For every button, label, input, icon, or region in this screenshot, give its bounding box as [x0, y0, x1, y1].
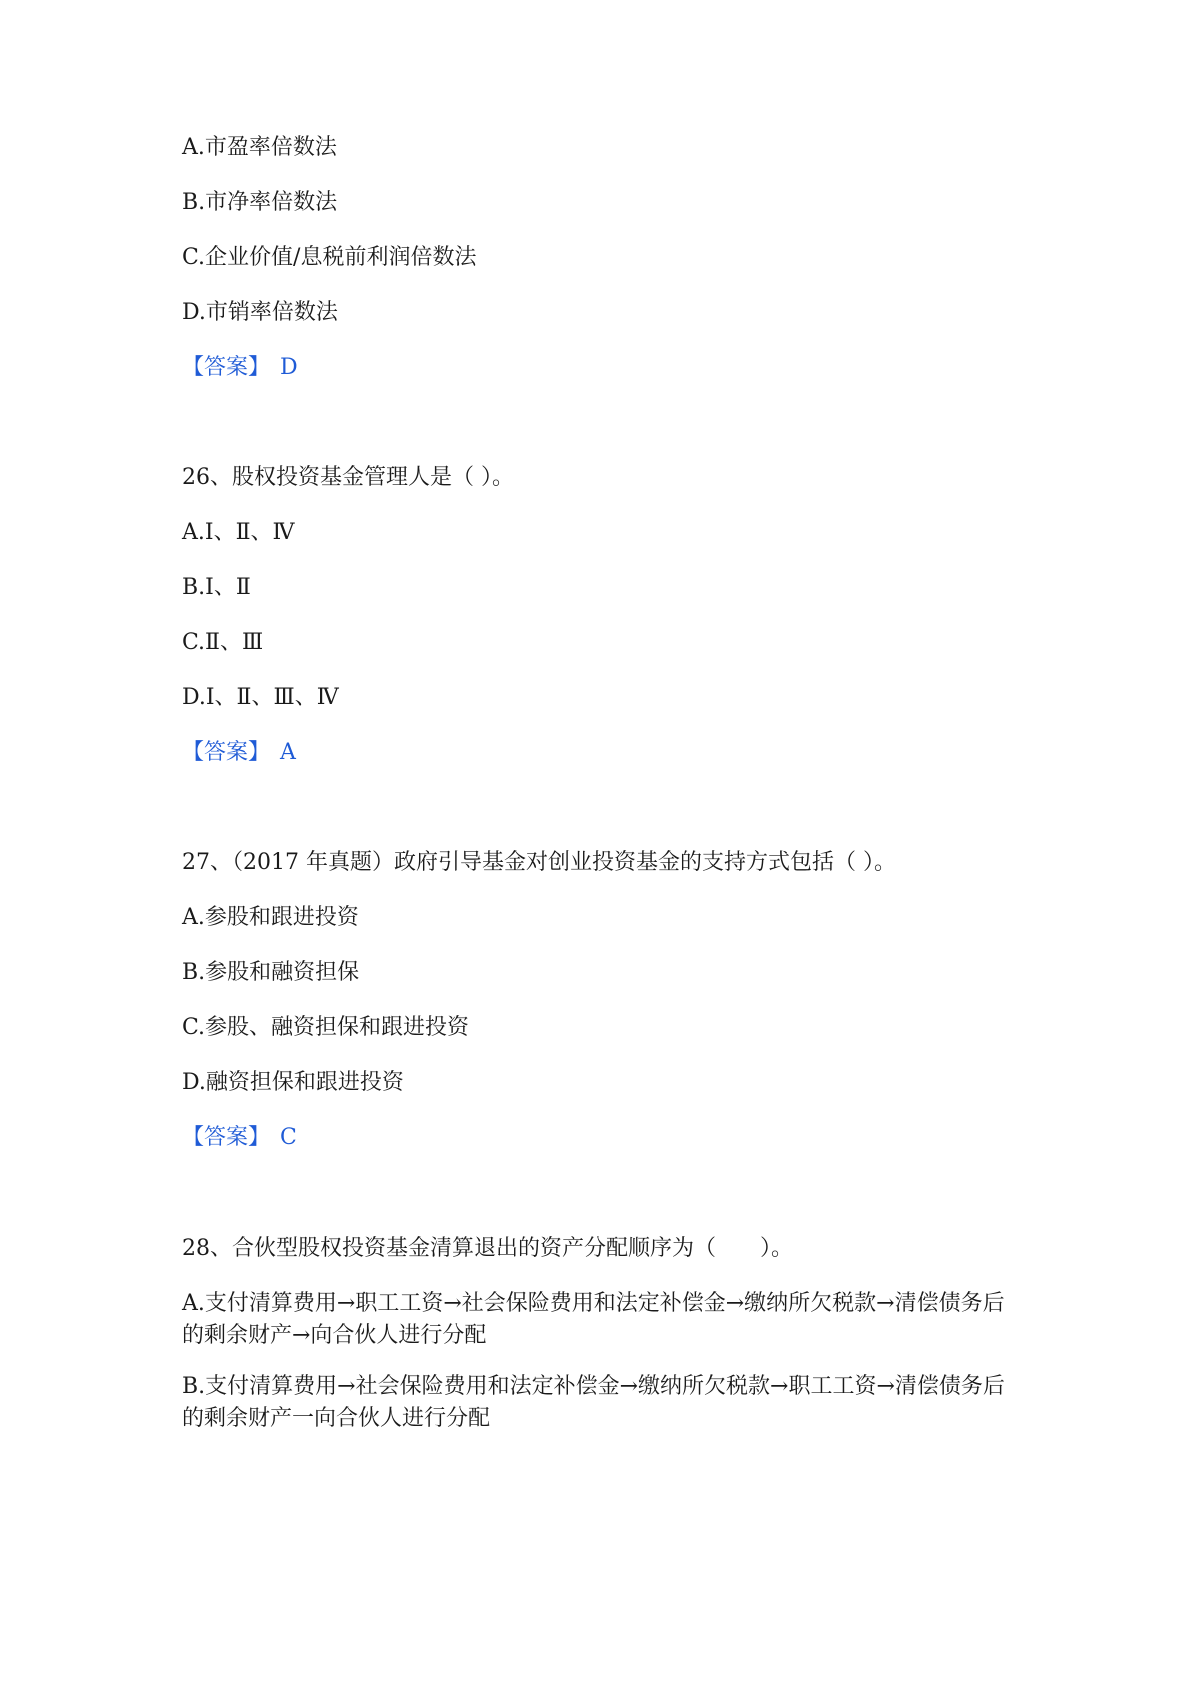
answer-label: 【答案】 [182, 355, 271, 380]
option-text: A.支付清算费用→职工工资→社会保险费用和法定补偿金→缴纳所欠税款→清偿债务后的剩余财产→向合伙人进行分配 [182, 1291, 1005, 1348]
answer-line [182, 737, 1022, 769]
option-text: B.支付清算费用→社会保险费用和法定补偿金→缴纳所欠税款→职工工资→清偿债务后的剩余财产一向合伙人进行分配 [182, 1374, 1005, 1431]
option-text: D.Ⅰ、Ⅱ、Ⅲ、Ⅳ [182, 685, 339, 710]
answer-label: 【答案】 [182, 1125, 271, 1150]
answer-value: A [280, 740, 296, 765]
answer-value: C [280, 1125, 297, 1150]
option-text: B.市净率倍数法 [182, 190, 338, 215]
option-text: B.参股和融资担保 [182, 960, 360, 985]
option-text: A.Ⅰ、Ⅱ、Ⅳ [182, 520, 295, 545]
option-text: A.市盈率倍数法 [182, 135, 337, 160]
answer-value: D [280, 355, 298, 380]
option-text: B.Ⅰ、Ⅱ [182, 575, 251, 600]
option-text: C.参股、融资担保和跟进投资 [182, 1015, 470, 1040]
option-text: C.企业价值/息税前利润倍数法 [182, 245, 477, 270]
question-stem: 27、（2017 年真题）政府引导基金对创业投资基金的支持方式包括（ ）。 [182, 850, 896, 875]
option-text: A.参股和跟进投资 [182, 905, 359, 930]
option-text: C.Ⅱ、Ⅲ [182, 630, 264, 655]
answer-label: 【答案】 [182, 740, 271, 765]
question-stem: 26、股权投资基金管理人是（ ）。 [182, 465, 514, 490]
option-text: D.市销率倍数法 [182, 300, 338, 325]
question-stem: 28、合伙型股权投资基金清算退出的资产分配顺序为（ ）。 [182, 1236, 793, 1261]
option-text: D.融资担保和跟进投资 [182, 1070, 404, 1095]
answer-line [182, 1122, 1022, 1154]
answer-line [182, 352, 1022, 384]
